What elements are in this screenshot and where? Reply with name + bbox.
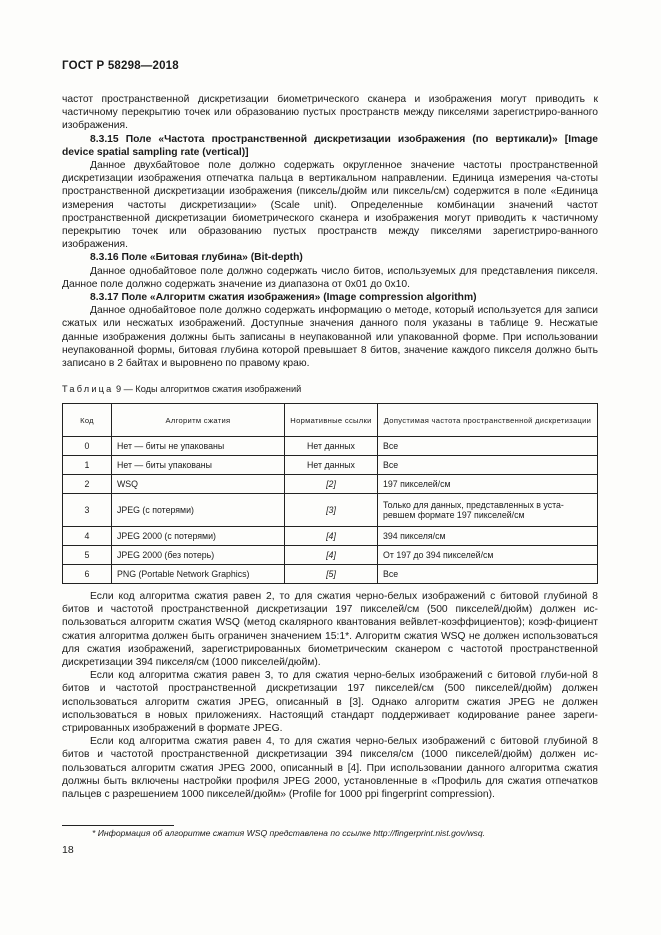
cell-sampling-rate: Все [378,437,598,456]
cell-reference: [2] [285,475,378,494]
cell-code: 6 [63,565,112,584]
cell-reference: Нет данных [285,456,378,475]
table-row [63,565,598,584]
cell-reference: [4] [285,527,378,546]
page-number: 18 [62,844,74,856]
section-heading: 8.3.15 Поле «Частота пространственной дискретизации изображения (по вертикали)» [Image device spatial sampling rate (vertical)] [62,133,598,158]
cell-algorithm: PNG (Portable Network Graphics) [112,565,285,584]
table-row [63,456,598,475]
paragraph: Данное однобайтовое поле должно содержать число битов, используемых для представления пикселя. Данное поле должно содержать значение из диапазона от 0x01 до 0x10. [62,265,598,290]
cell-sampling-rate: Все [378,565,598,584]
table-row [63,475,598,494]
cell-algorithm: WSQ [112,475,285,494]
table-caption-title: 9 — Коды алгоритмов сжатия изображений [113,384,302,394]
section-heading: 8.3.16 Поле «Битовая глубина» (Bit-depth) [90,252,303,264]
section-heading: 8.3.17 Поле «Алгоритм сжатия изображения» (Image compression algorithm) [90,292,477,304]
cell-code: 2 [63,475,112,494]
table-row [63,527,598,546]
cell-algorithm: JPEG 2000 (без потерь) [112,546,285,565]
cell-algorithm: Нет — биты упакованы [112,456,285,475]
compression-codes-table [62,403,598,584]
cell-algorithm: Нет — биты не упакованы [112,437,285,456]
text-block-upper [62,93,598,370]
paragraph: Если код алгоритма сжатия равен 3, то для сжатия черно-белых изображений с битовой глуби-ной 8 битов и частотой пространственной дискретизации 197 пикселей/см (500 пикселей/дюйм) должен использоваться алгоритм сжатия JPEG, описанный в [3]. Однако алгоритм сжатия JPEG не должен использоваться в новых приложениях. Настоящий стандарт поддерживает кодирование ранее зареги-стрированных изображений в формате JPEG. [62,670,598,735]
cell-algorithm: JPEG (с потерями) [112,494,285,527]
header-algorithm: Алгоритм сжатия [112,404,285,437]
cell-algorithm: JPEG 2000 (с потерями) [112,527,285,546]
cell-sampling-rate: Все [378,456,598,475]
cell-code: 1 [63,456,112,475]
footnote-divider [62,825,174,826]
cell-reference: [3] [285,494,378,527]
cell-code: 3 [63,494,112,527]
table-caption [62,384,301,394]
paragraph: частот пространственной дискретизации биометрического сканера и изображения могут приводить к частичному перекрытию точек или образованию пустых пространств между пикселями зарегистриро-ванного изображения. [62,94,598,132]
paragraph: Если код алгоритма сжатия равен 2, то для сжатия черно-белых изображений с битовой глубиной 8 битов и частотой пространственной дискретизации 197 пикселей/см (500 пикселей/дюйм) должен ис-пользоваться алгоритм сжатия WSQ (метод скалярного квантования вейвлет-коэффициентов); коэф-фициент сжатия алгоритма должен быть ограничен значением 15:1*. Алгоритм сжатия WSQ не должен использоваться для сжатия изображений, зарегистрированных биометрическим сканером с частотой пространственной дискретизации 394 пикселя/см (1000 пикселей/дюйм). [62,591,598,669]
paragraph: Если код алгоритма сжатия равен 4, то для сжатия черно-белых изображений с битовой глубиной 8 битов и частотой пространственной дискретизации 394 пикселя/см (1000 пикселей/дюйм) должен ис-пользоваться алгоритм сжатия JPEG 2000, описанный в [4]. При использовании данного алгоритма сжатия должны быть включены настройки профиля JPEG 2000, установленные в «Профиль для сжатия отпечатков пальцев с разрешением 1000 пикселей/дюйм» (Profile for 1000 ppi fingerprint compression). [62,736,598,801]
table-caption-prefix: Таблица [62,384,114,394]
cell-sampling-rate: Только для данных, представленных в уста-ревшем формате 197 пикселей/см [378,494,598,527]
paragraph: Данное однобайтовое поле должно содержать информацию о методе, который используется для записи сжатых или несжатых изображений. Доступные значения данного поля указаны в таблице 9. Несжатые данные изображения должны быть записаны в неупакованной или упакованной форме. При использовании неупакованной формы, битовая глубина которой превышает 8 битов, значение каждого пикселя должно быть записано в 2 байтах и выровнено по правому краю. [62,305,598,370]
cell-code: 0 [63,437,112,456]
header-sampling-rate: Допустимая частота пространственной дискретизации [378,404,598,437]
cell-reference: Нет данных [285,437,378,456]
cell-reference: [4] [285,546,378,565]
cell-sampling-rate: 197 пикселей/см [378,475,598,494]
document-header: ГОСТ Р 58298—2018 [62,60,179,72]
paragraph: Данное двухбайтовое поле должно содержать округленное значение частоты пространственной дискретизации изображения отпечатка пальца в вертикальном направлении. Единица измерения ча-стоты пространственной дискретизации изображения (пиксель/дюйм или пиксель/см) содержится в поле «Единица измерения частоты дискретизации» (Scale unit). Определенные комбинации значений частот пространственной дискретизации биометрического сканера и изображения могут приводить к частичному перекрытию точек или образованию пустых пространств между пикселями зарегистриро-ванного изображения. [62,160,598,251]
cell-code: 4 [63,527,112,546]
cell-reference: [5] [285,565,378,584]
table-row [63,437,598,456]
table-row [63,546,598,565]
cell-code: 5 [63,546,112,565]
header-references: Нормативные ссылки [285,404,378,437]
cell-sampling-rate: 394 пикселя/см [378,527,598,546]
text-block-lower [62,590,598,801]
header-code: Код [63,404,112,437]
footnote: * Информация об алгоритме сжатия WSQ представлена по ссылке http://fingerprint.nist.gov/wsq. [92,828,486,838]
cell-sampling-rate: От 197 до 394 пикселей/см [378,546,598,565]
table-header-row [63,404,598,437]
table-row [63,494,598,527]
